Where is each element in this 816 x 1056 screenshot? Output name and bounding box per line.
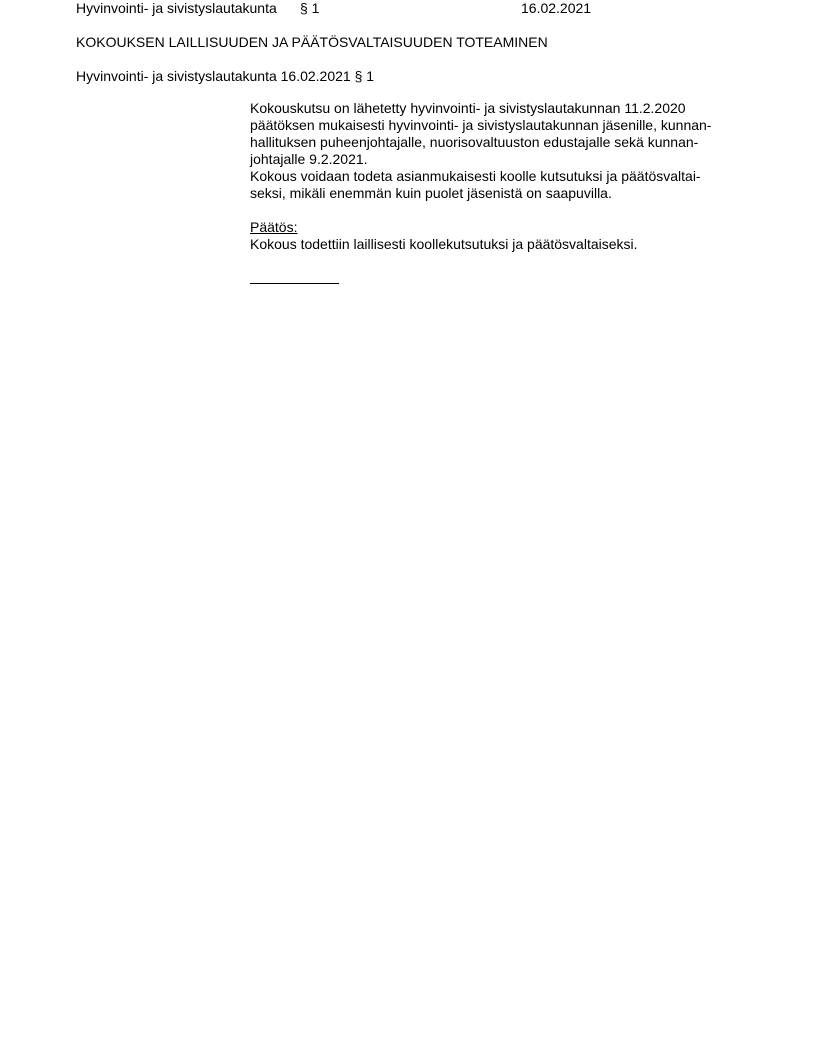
decision-label: Päätös: xyxy=(250,219,298,235)
signature-rule xyxy=(250,283,339,284)
document-title: KOKOUKSEN LAILLISUUDEN JA PÄÄTÖSVALTAISUUDEN TOTEAMINEN xyxy=(76,34,548,50)
text-line: hallituksen puheenjohtajalle, nuorisovaltuuston edustajalle sekä kunnan- xyxy=(250,134,699,150)
text-line: päätöksen mukaisesti hyvinvointi- ja sivistyslautakunnan jäsenille, kunnan- xyxy=(250,117,712,133)
document-body xyxy=(250,100,750,284)
header-date: 16.02.2021 xyxy=(521,0,592,16)
text-line: johtajalle 9.2.2021. xyxy=(250,151,368,167)
spacer xyxy=(250,202,750,219)
text-line: Kokous voidaan todeta asianmukaisesti koolle kutsutuksi ja päätösvaltai- xyxy=(250,168,701,184)
header-committee: Hyvinvointi- ja sivistyslautakunta xyxy=(76,0,277,16)
paragraph-quorum xyxy=(250,168,750,202)
text-line: Kokouskutsu on lähetetty hyvinvointi- ja sivistyslautakunnan 11.2.2020 xyxy=(250,100,686,116)
header-section: § 1 xyxy=(300,0,320,16)
decision-text: Kokous todettiin laillisesti koollekutsutuksi ja päätösvaltaiseksi. xyxy=(250,236,638,252)
paragraph-invitation xyxy=(250,100,750,168)
text-line: seksi, mikäli enemmän kuin puolet jäsenistä on saapuvilla. xyxy=(250,185,612,201)
document-reference: Hyvinvointi- ja sivistyslautakunta 16.02.2021 § 1 xyxy=(76,68,375,84)
